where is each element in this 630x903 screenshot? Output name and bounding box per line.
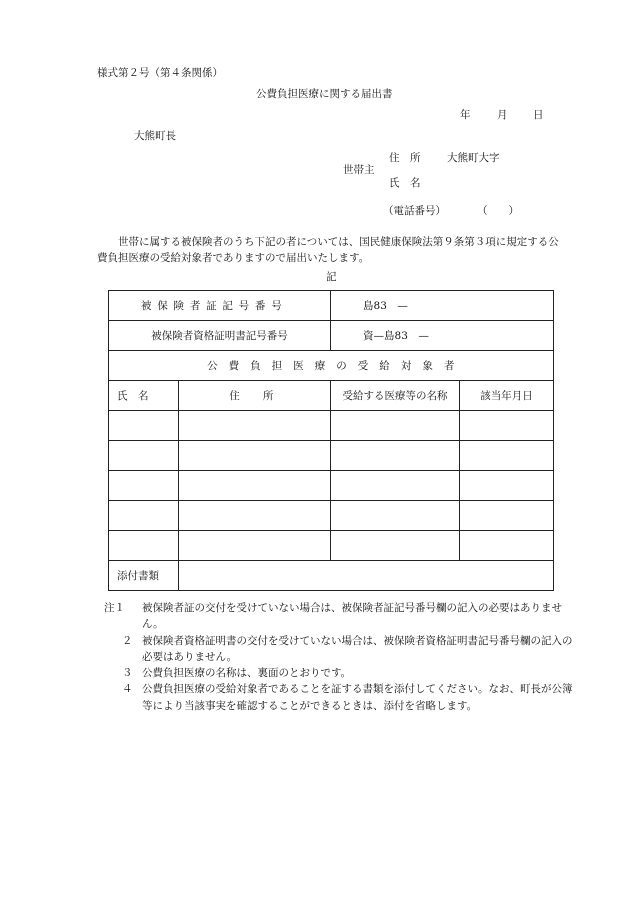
note-number: 注１ [104, 602, 125, 614]
note-text: 公費負担医療の名称は、裏面のとおりです。 [142, 667, 352, 680]
household-head-label: 世帯主 [343, 164, 375, 176]
cell-medical-name[interactable] [331, 531, 460, 561]
ki-label: 記 [326, 271, 337, 283]
cell-address[interactable] [179, 411, 331, 441]
address-value: 大熊町大字 [447, 152, 500, 164]
cell-medical-name[interactable] [331, 411, 460, 441]
note-text: 被保険者証の交付を受けていない場合は、被保険者証記号番号欄の記入の必要はありません。 [142, 602, 562, 631]
declaration-paragraph: 世帯に属する被保険者のうち下記の者については、国民健康保険法第９条第３項に規定する公費負担医療の受給対象者でありますので届出いたします。 [97, 236, 559, 265]
note-number: ２ [122, 634, 133, 647]
insurance-card-number-label [109, 291, 331, 321]
attachments-field[interactable] [179, 561, 554, 591]
phone-label: （電話番号） [383, 205, 446, 217]
cell-date[interactable] [460, 471, 554, 501]
insurance-card-number-field[interactable] [331, 291, 554, 321]
column-header-medical-name [331, 381, 460, 411]
cell-date[interactable] [460, 441, 554, 471]
section-title-cell [109, 351, 554, 381]
column-header-name-text: 氏 名 [117, 390, 149, 402]
note-number: ３ [122, 667, 133, 680]
column-header-name [109, 381, 179, 411]
insurance-card-number-label-text: 被保険者証記号番号 [141, 300, 288, 312]
cell-address[interactable] [179, 441, 331, 471]
table-row [109, 411, 554, 441]
cell-name[interactable] [109, 531, 179, 561]
table-row [109, 471, 554, 501]
note-text: 公費負担医療の受給対象者であることを証する書類を添付してください。なお、町長が公簿等により当該事実を確認することができるときは、添付を省略します。 [142, 683, 573, 712]
column-header-medical-name-text: 受給する医療等の名称 [342, 390, 448, 402]
attachments-label-cell [109, 561, 179, 591]
column-header-date [460, 381, 554, 411]
cell-date[interactable] [460, 531, 554, 561]
insurance-card-number-value: 島83 — [363, 300, 408, 312]
phone-parens: （ ） [477, 205, 519, 217]
note-item [104, 681, 574, 714]
qualification-cert-number-label [109, 321, 331, 351]
date-day: 日 [533, 109, 544, 121]
form-number: 様式第２号（第４条関係） [97, 67, 223, 79]
date-month: 月 [497, 109, 508, 121]
qualification-cert-number-value: 資—島83 — [363, 330, 429, 342]
notes-section [104, 600, 574, 714]
cell-name[interactable] [109, 411, 179, 441]
addressee: 大熊町長 [134, 130, 176, 142]
cell-medical-name[interactable] [331, 471, 460, 501]
name-label: 氏 名 [389, 177, 421, 189]
cell-date[interactable] [460, 501, 554, 531]
form-title: 公費負担医療に関する届出書 [256, 88, 393, 100]
insurance-card-number-text [141, 298, 298, 313]
cell-name[interactable] [109, 441, 179, 471]
date-year: 年 [460, 109, 471, 121]
cell-medical-name[interactable] [331, 441, 460, 471]
address-label: 住 所 [389, 152, 421, 164]
qualification-cert-number-field[interactable] [331, 321, 554, 351]
cell-date[interactable] [460, 411, 554, 441]
table-row [109, 501, 554, 531]
column-header-address-text: 住 所 [229, 390, 280, 402]
note-item [104, 665, 574, 681]
attachments-label: 添付書類 [117, 570, 159, 582]
column-header-address [179, 381, 331, 411]
cell-address[interactable] [179, 501, 331, 531]
note-item [104, 600, 574, 633]
beneficiary-table [108, 290, 554, 591]
qualification-cert-number-label-text: 被保険者資格証明書記号番号 [151, 330, 288, 342]
section-title: 公費負担医療の受給対象者 [207, 360, 466, 372]
cell-address[interactable] [179, 531, 331, 561]
cell-address[interactable] [179, 471, 331, 501]
table-row [109, 441, 554, 471]
note-item [104, 633, 574, 666]
note-number: ４ [122, 683, 133, 696]
cell-name[interactable] [109, 471, 179, 501]
cell-name[interactable] [109, 501, 179, 531]
cell-medical-name[interactable] [331, 501, 460, 531]
note-text: 被保険者資格証明書の交付を受けていない場合は、被保険者資格証明書記号番号欄の記入の必要はありません。 [142, 634, 573, 663]
column-header-date-text: 該当年月日 [480, 390, 533, 402]
table-row [109, 531, 554, 561]
